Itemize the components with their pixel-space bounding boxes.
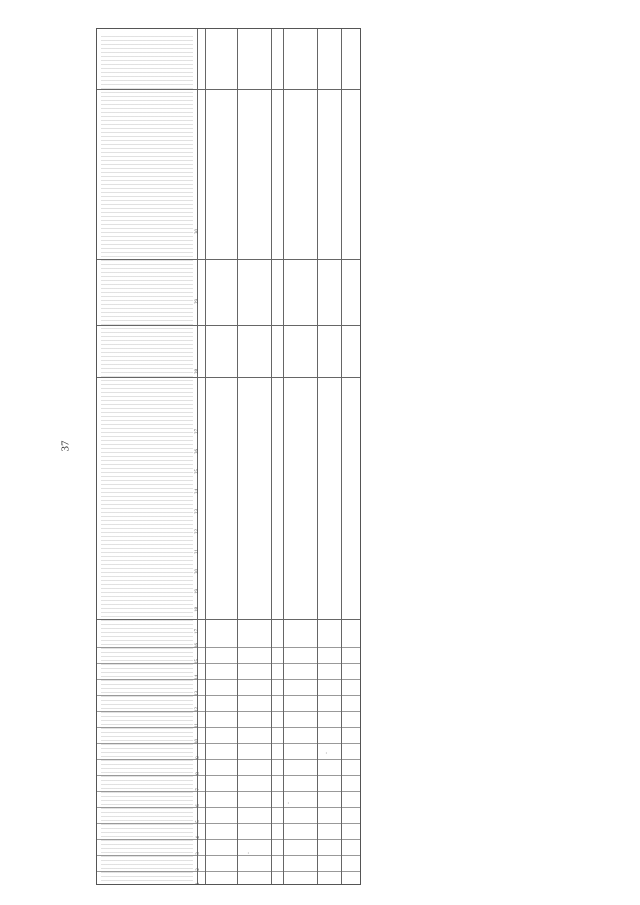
grid-line (97, 711, 360, 712)
scan-mark: · (325, 749, 328, 758)
grid-line (205, 29, 206, 884)
column-number: 23 (195, 509, 200, 514)
grid-line (97, 823, 360, 824)
column-number: 13 (195, 691, 200, 696)
scan-mark: · (287, 799, 290, 808)
grid-line (97, 619, 360, 620)
grid-line (97, 259, 360, 260)
grid-line (97, 727, 360, 728)
column-number: 28 (195, 369, 200, 374)
grid-line (97, 855, 360, 856)
column-number: 24 (195, 489, 200, 494)
grid-line (283, 29, 284, 884)
column-number: 25 (195, 469, 200, 474)
page-number: 37 (59, 440, 72, 452)
column-number: 9 (195, 756, 201, 759)
grid-line (97, 679, 360, 680)
column-number: 8 (195, 772, 201, 775)
column-number: 6 (195, 804, 201, 807)
column-number: 22 (195, 529, 200, 534)
column-number: 5 (195, 820, 201, 823)
column-number: 12 (195, 707, 200, 712)
column-number: 17 (195, 629, 200, 634)
column-number: 19 (195, 589, 200, 594)
column-number: 20 (195, 569, 200, 574)
grid-line (97, 647, 360, 648)
grid-line (97, 807, 360, 808)
grid-line (97, 839, 360, 840)
grid-line (97, 663, 360, 664)
column-number: 21 (195, 549, 200, 554)
column-number: 1 (195, 882, 201, 885)
column-number: 2 (195, 868, 201, 871)
header-row-block (101, 33, 193, 882)
column-number: 3 (195, 852, 201, 855)
column-number: 4 (195, 836, 201, 839)
column-number: 7 (195, 788, 201, 791)
column-number: 29 (195, 299, 200, 304)
grid-line (271, 29, 272, 884)
grid-line (317, 29, 318, 884)
column-number: 16 (195, 643, 200, 648)
column-number: 15 (195, 659, 200, 664)
grid-line (97, 377, 360, 378)
grid-line (97, 775, 360, 776)
column-number: 18 (195, 607, 200, 612)
scan-mark: · (247, 849, 250, 858)
column-number: 30 (195, 229, 200, 234)
grid-line (97, 743, 360, 744)
column-number: 10 (195, 739, 200, 744)
grid-line (341, 29, 342, 884)
column-number: 14 (195, 675, 200, 680)
column-number: 27 (195, 429, 200, 434)
column-number: 26 (195, 449, 200, 454)
rotated-program-table (96, 28, 361, 885)
grid-line (97, 871, 360, 872)
grid-line (97, 325, 360, 326)
grid-line (97, 89, 360, 90)
column-number: 11 (194, 723, 200, 728)
grid-line (97, 695, 360, 696)
grid-line (237, 29, 238, 884)
grid-line (97, 759, 360, 760)
grid-line (97, 791, 360, 792)
